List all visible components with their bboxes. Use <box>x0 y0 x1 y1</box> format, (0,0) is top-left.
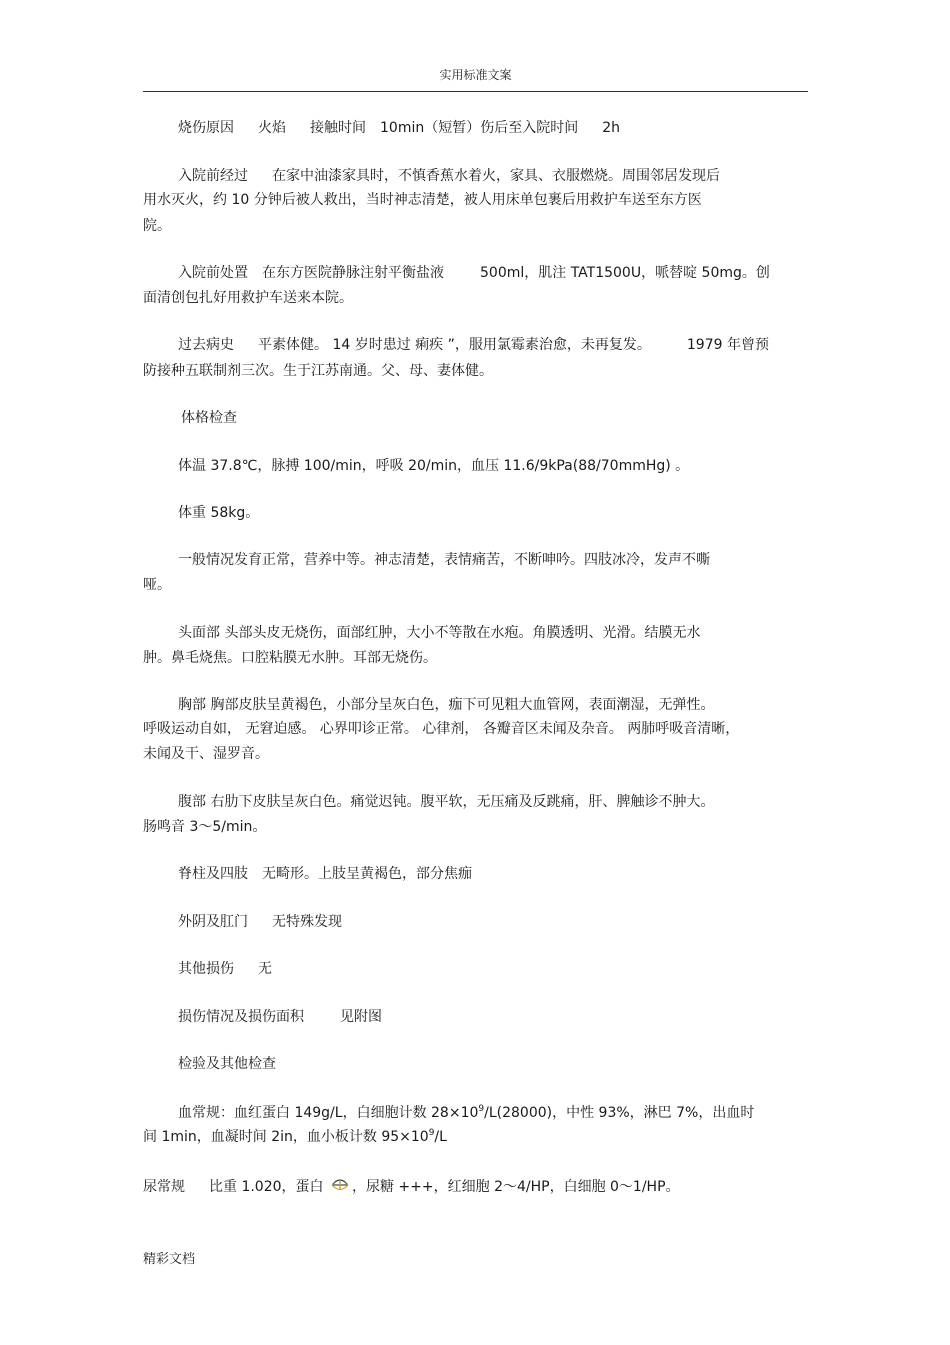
burn-cause-line <box>178 119 620 137</box>
blood-text-2b: /L <box>434 1129 447 1145</box>
blood-text-1b: /L(28000)，中性 93%，淋巴 7%，出血时 <box>484 1105 755 1121</box>
exam-title: 体格检查 <box>181 410 237 426</box>
contact-time-value: 10min（短暂）伤后至入院时间 <box>380 120 579 136</box>
other-injury-label: 其他损伤 <box>178 961 234 977</box>
injury-area-line <box>178 1008 382 1026</box>
head-line-1: 头面部 头部头皮无烧伤，面部红肿，大小不等散在水疱。角膜透明、光滑。结膜无水 <box>178 625 701 641</box>
blood-text-2a: 间 1min，血凝时间 2in，血小板计数 95×10 <box>143 1129 429 1145</box>
injury-area-value: 见附图 <box>340 1009 382 1025</box>
other-injury-line <box>178 960 272 978</box>
injury-area-label: 损伤情况及损伤面积 <box>178 1009 304 1025</box>
plus-minus-icon <box>330 1176 350 1199</box>
chest-line-1: 胸部 胸部皮肤呈黄褐色，小部分呈灰白色，痂下可见粗大血管网，表面潮湿，无弹性。 <box>178 697 715 713</box>
head-line-2: 肿。鼻毛烧焦。口腔粘膜无水肿。耳部无烧伤。 <box>143 650 437 666</box>
genital-value: 无特殊发现 <box>272 914 342 930</box>
urine-text-a: 比重 1.020，蛋白 <box>209 1179 324 1195</box>
lab-title: 检验及其他检查 <box>178 1056 276 1072</box>
burn-cause-label: 烧伤原因 <box>178 120 234 136</box>
blood-line-2 <box>143 1128 447 1146</box>
spine-label: 脊柱及四肢 <box>178 866 248 882</box>
treatment-text-1a: 在东方医院静脉注射平衡盐液 <box>262 265 444 281</box>
abdomen-line-1: 腹部 右肋下皮肤呈灰白色。痛觉迟钝。腹平软，无压痛及反跳痛，肝、脾触诊不肿大。 <box>178 794 715 810</box>
chest-line-2: 呼吸运动自如， 无窘迫感。 心界叩诊正常。 心律剂， 各瓣音区未闻及杂音。 两肺呼吸音清晰， <box>143 721 740 737</box>
history-text-1b: 1979 年曾预 <box>686 337 769 353</box>
treatment-line-2: 面清创包扎好用救护车送来本院。 <box>143 290 353 306</box>
history-line-2: 防接种五联制剂三次。生于江苏南通。父、母、妻体健。 <box>143 363 493 379</box>
other-injury-value: 无 <box>258 961 272 977</box>
contact-time-label: 接触时间 <box>310 120 366 136</box>
treatment-text-1b: 500ml，肌注 TAT1500U，哌替啶 50mg。创 <box>480 265 770 281</box>
blood-line-1 <box>178 1104 754 1122</box>
treatment-line-1 <box>178 264 770 282</box>
spine-value: 无畸形。上肢呈黄褐色，部分焦痂 <box>262 866 472 882</box>
preadmission-text-1: 在家中油漆家具时，不慎香蕉水着火，家具、衣服燃烧。周围邻居发现后 <box>272 168 720 184</box>
blood-text-1a: 血常规：血红蛋白 149g/L，白细胞计数 28×10 <box>178 1105 479 1121</box>
vitals-line: 体温 37.8℃，脉搏 100/min，呼吸 20/min，血压 11.6/9kPa(88/70mmHg) 。 <box>178 458 690 474</box>
history-line-1 <box>178 336 769 354</box>
genital-label: 外阴及肛门 <box>178 914 248 930</box>
page-footer: 精彩文档 <box>143 1252 196 1267</box>
general-line-2: 哑。 <box>143 577 171 593</box>
page-header: 实用标准文案 <box>439 68 512 82</box>
header-divider <box>143 91 808 92</box>
preadmission-line-2: 用水灭火，约 10 分钟后被人救出，当时神志清楚，被人用床单包裹后用救护车送至东方医 <box>143 192 702 208</box>
weight-line: 体重 58kg。 <box>178 505 260 521</box>
burn-cause-value: 火焰 <box>258 120 286 136</box>
history-label: 过去病史 <box>178 337 234 353</box>
urine-text-b: ，尿糖 +++，红细胞 2～4/HP，白细胞 0～1/HP。 <box>351 1179 680 1195</box>
history-text-1a: 平素体健。 14 岁时患过 痢疾 ”，服用氯霉素治愈，未再复发。 <box>258 337 651 353</box>
time-to-admission: 2h <box>602 120 620 136</box>
urine-label: 尿常规 <box>143 1179 185 1195</box>
preadmission-line-3: 院。 <box>143 218 171 234</box>
abdomen-line-2: 肠鸣音 3～5/min。 <box>143 819 267 835</box>
urine-line <box>143 1176 680 1199</box>
treatment-label: 入院前处置 <box>178 265 248 281</box>
platelet-exponent: 9 <box>428 1128 435 1138</box>
wbc-exponent: 9 <box>478 1104 485 1114</box>
chest-line-3: 未闻及干、湿罗音。 <box>143 746 269 762</box>
preadmission-line-1 <box>178 167 720 185</box>
genital-line <box>178 913 342 931</box>
preadmission-label: 入院前经过 <box>178 168 248 184</box>
spine-line <box>178 865 472 883</box>
general-line-1: 一般情况发育正常，营养中等。神志清楚，表情痛苦，不断呻吟。四肢冰冷，发声不嘶 <box>178 552 710 568</box>
